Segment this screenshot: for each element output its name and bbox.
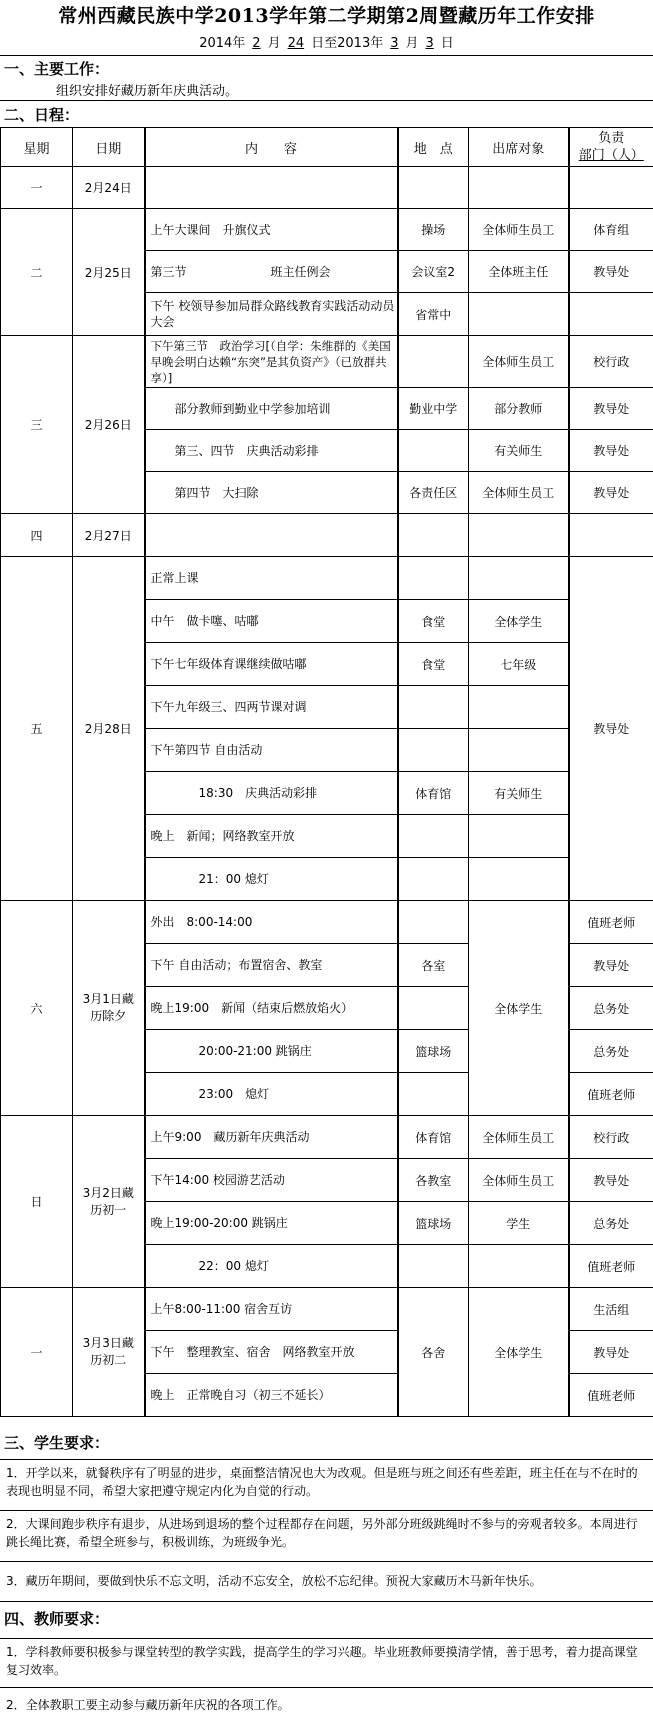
section-schedule-heading: 二、日程： [4,106,80,124]
date-cell: 2月24日 [73,167,145,209]
col-header-place: 地 点 [398,128,469,167]
dept-cell: 值班老师 [569,1073,653,1116]
place-cell: 篮球场 [398,1202,469,1245]
content-cell: 22：00 熄灯 [145,1245,398,1288]
attendees-cell [469,686,569,729]
place-cell: 勤业中学 [398,388,469,430]
dept-cell: 教导处 [569,472,653,514]
attendees-cell: 全体学生 [469,1288,569,1417]
attendees-cell: 有关师生 [469,772,569,815]
content-cell: 上午9:00 藏历新年庆典活动 [145,1116,398,1159]
place-cell: 各舍 [398,1288,469,1417]
attendees-cell [469,293,569,336]
date-cell: 3月1日藏历除夕 [73,901,145,1116]
col-header-dept-line1: 负责 [598,131,625,146]
dept-cell: 教导处 [569,944,653,987]
attendees-cell: 有关师生 [469,430,569,472]
place-cell [398,514,469,557]
section-teacher-requirements-heading: 四、教师要求： [4,1610,110,1628]
place-cell: 体育馆 [398,772,469,815]
content-cell: 下午14:00 校园游艺活动 [145,1159,398,1202]
date-sep-3: 月 [405,36,419,51]
dept-cell: 教导处 [569,430,653,472]
place-cell: 各责任区 [398,472,469,514]
content-cell: 下午 自由活动；布置宿舍、教室 [145,944,398,987]
dept-cell: 校行政 [569,1116,653,1159]
content-cell: 外出 8:00-14:00 [145,901,398,944]
content-cell: 下午第四节 自由活动 [145,729,398,772]
weekday-cell: 五 [1,557,73,901]
place-cell: 各教室 [398,1159,469,1202]
document-title: 常州西藏民族中学2013学年第二学期第2周暨藏历年工作安排 [58,5,595,27]
teacher-requirement-item: 2．全体教职工要主动参与藏历新年庆祝的各项工作。 [0,1687,653,1723]
col-header-attendees: 出席对象 [469,128,569,167]
main-work-text: 组织安排好藏历新年庆典活动。 [56,84,239,99]
table-row [1,1288,653,1331]
attendees-cell [469,167,569,209]
student-requirement-item: 2．大课间跑步秩序有退步，从进场到退场的整个过程都存在问题，另外部分班级跳绳时不参与的旁观者较多。本周进行跳长绳比赛，希望全班参与，积极训练，为班级争光。 [0,1510,653,1561]
table-row [1,209,653,251]
attendees-cell [469,557,569,600]
dept-cell: 教导处 [569,388,653,430]
teacher-requirement-item: 1．学科教师要积极参与课堂转型的教学实践，提高学生的学习兴趣。毕业班教师要摸清学情，善于思考，着力提高课堂复习效率。 [0,1638,653,1687]
attendees-cell [469,1245,569,1288]
content-cell [145,167,398,209]
place-cell: 食堂 [398,643,469,686]
dept-cell: 教导处 [569,1159,653,1202]
content-cell: 部分教师到勤业中学参加培训 [145,388,398,430]
col-header-date: 日期 [73,128,145,167]
content-cell [145,514,398,557]
date-cell: 2月28日 [73,557,145,901]
attendees-cell [469,858,569,901]
content-cell: 20:00-21:00 跳锅庄 [145,1030,398,1073]
place-cell [398,336,469,388]
weekday-cell: 一 [1,167,73,209]
date-sep-1: 月 [267,36,281,51]
dept-cell: 教导处 [569,1331,653,1374]
schedule-table [0,127,653,1417]
place-cell [398,987,469,1030]
content-cell: 晚上19:00-20:00 跳锅庄 [145,1202,398,1245]
attendees-cell: 全体师生员工 [469,336,569,388]
table-row [1,1116,653,1159]
place-cell: 食堂 [398,600,469,643]
start-day: 24 [287,36,305,51]
dept-cell: 值班老师 [569,901,653,944]
attendees-cell [469,514,569,557]
place-cell: 体育馆 [398,1116,469,1159]
student-requirement-item: 3．藏历年期间，要做到快乐不忘文明，活动不忘安全，放松不忘纪律。预祝大家藏历木马新年快乐。 [0,1561,653,1601]
date-sep-2: 日至2013年 [311,36,384,51]
table-row [1,514,653,557]
col-header-weekday: 星期 [1,128,73,167]
dept-cell: 值班老师 [569,1245,653,1288]
attendees-cell: 部分教师 [469,388,569,430]
place-cell [398,815,469,858]
place-cell: 会议室2 [398,251,469,293]
dept-cell [569,514,653,557]
attendees-cell: 七年级 [469,643,569,686]
start-month: 2 [252,36,261,51]
attendees-cell: 学生 [469,1202,569,1245]
content-cell: 下午第三节 政治学习[（自学：朱维群的《美国早晚会明白达赖“东突”是其负资产》（已放群共享）] [145,336,398,388]
content-cell: 下午九年级三、四两节课对调 [145,686,398,729]
date-prefix: 2014年 [199,36,246,51]
table-row [1,901,653,944]
section-student-requirements-heading: 三、学生要求： [4,1434,110,1452]
weekday-cell: 四 [1,514,73,557]
dept-cell [569,167,653,209]
place-cell [398,167,469,209]
dept-cell: 教导处 [569,251,653,293]
content-cell: 第四节 大扫除 [145,472,398,514]
weekday-cell: 一 [1,1288,73,1417]
content-cell: 第三、四节 庆典活动彩排 [145,430,398,472]
place-cell: 省常中 [398,293,469,336]
place-cell [398,557,469,600]
attendees-cell: 全体班主任 [469,251,569,293]
table-header-row [1,128,653,167]
col-header-dept-line2: 部门（人） [578,148,644,163]
date-suffix: 日 [440,36,454,51]
content-cell: 晚上 新闻；网络教室开放 [145,815,398,858]
dept-cell: 生活组 [569,1288,653,1331]
content-cell: 晚上19:00 新闻（结束后燃放焰火） [145,987,398,1030]
place-cell [398,430,469,472]
table-row [1,336,653,388]
attendees-cell: 全体学生 [469,600,569,643]
place-cell [398,1245,469,1288]
content-cell: 晚上 正常晚自习（初三不延长） [145,1374,398,1417]
place-cell [398,901,469,944]
dept-cell: 校行政 [569,336,653,388]
date-cell: 2月25日 [73,209,145,336]
weekday-cell: 三 [1,336,73,514]
dept-cell: 教导处 [569,557,653,901]
place-cell [398,858,469,901]
end-month: 3 [390,36,399,51]
content-cell: 中午 做卡噻、咕嘟 [145,600,398,643]
content-cell: 第三节 班主任例会 [145,251,398,293]
attendees-cell: 全体师生员工 [469,1159,569,1202]
attendees-cell: 全体学生 [469,901,569,1116]
end-day: 3 [425,36,434,51]
student-requirement-item: 1．开学以来，就餐秩序有了明显的进步，桌面整洁情况也大为改观。但是班与班之间还有些差距，班主任在与不在时的表现也明显不同，希望大家把遵守规定内化为自觉的行动。 [0,1459,653,1510]
attendees-cell: 全体师生员工 [469,472,569,514]
content-cell: 18:30 庆典活动彩排 [145,772,398,815]
dept-cell: 总务处 [569,1030,653,1073]
date-range [0,33,653,55]
content-cell: 下午 整理教室、宿舍 网络教室开放 [145,1331,398,1374]
weekday-cell: 六 [1,901,73,1116]
place-cell: 各室 [398,944,469,987]
place-cell [398,686,469,729]
attendees-cell [469,729,569,772]
weekday-cell: 日 [1,1116,73,1288]
dept-cell: 体育组 [569,209,653,251]
date-cell: 3月3日藏历初二 [73,1288,145,1417]
content-cell: 上午8:00-11:00 宿舍互访 [145,1288,398,1331]
attendees-cell: 全体师生员工 [469,209,569,251]
content-cell: 上午大课间 升旗仪式 [145,209,398,251]
date-cell: 2月26日 [73,336,145,514]
dept-cell: 总务处 [569,1202,653,1245]
content-cell: 下午 校领导参加局群众路线教育实践活动动员大会 [145,293,398,336]
table-row [1,167,653,209]
content-cell: 下午七年级体育课继续做咕嘟 [145,643,398,686]
dept-cell: 值班老师 [569,1374,653,1417]
place-cell: 篮球场 [398,1030,469,1073]
date-cell: 2月27日 [73,514,145,557]
attendees-cell: 全体师生员工 [469,1116,569,1159]
table-row [1,557,653,600]
attendees-cell [469,815,569,858]
weekday-cell: 二 [1,209,73,336]
place-cell: 操场 [398,209,469,251]
content-cell: 21：00 熄灯 [145,858,398,901]
date-cell: 3月2日藏历初一 [73,1116,145,1288]
content-cell: 23:00 熄灯 [145,1073,398,1116]
place-cell [398,729,469,772]
dept-cell [569,293,653,336]
place-cell [398,1073,469,1116]
section-main-work-heading: 一、主要工作： [4,60,110,78]
col-header-dept [569,128,653,167]
content-cell: 正常上课 [145,557,398,600]
dept-cell: 总务处 [569,987,653,1030]
col-header-content: 内 容 [145,128,398,167]
